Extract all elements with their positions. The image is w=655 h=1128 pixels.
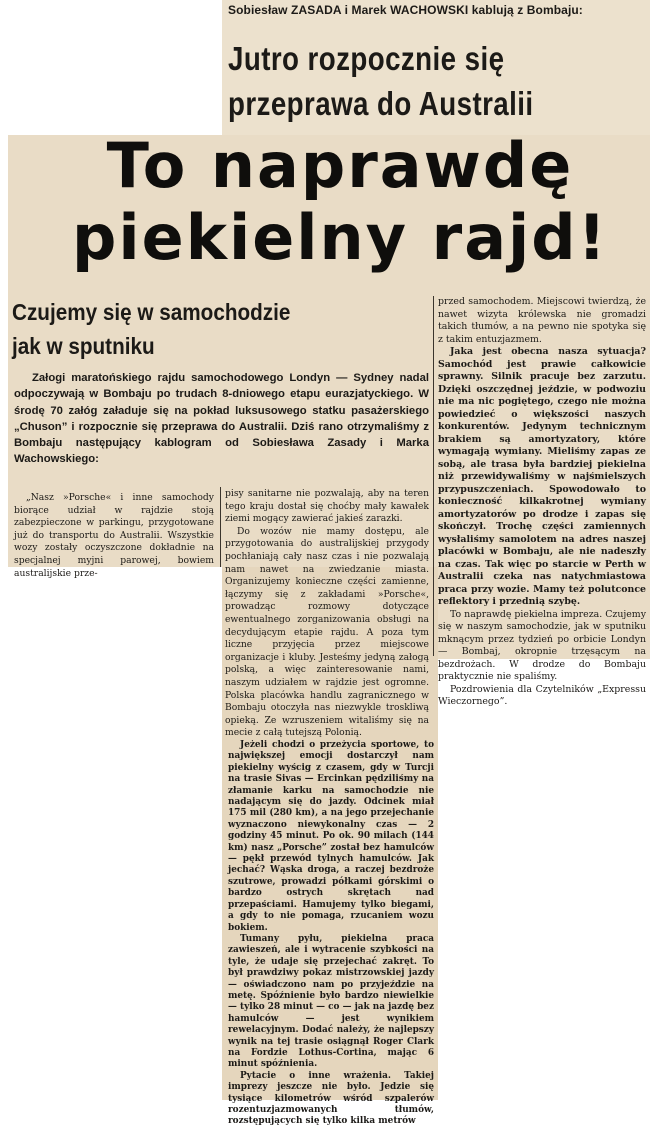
body-paragraph: pisy sanitarne nie pozwalają, aby na teren tego kraju dostał się choćby mały kawałek ziemi mogący zawierać jakieś zarazki.: [225, 488, 429, 525]
body-paragraph: Tumany pyłu, piekielna praca zawieszeń, ale i wytracenie szybkości na tyle, że udaje się przejechać zakręt. To był prawdziwy pokaz mistrzowskiej jazdy — oświadczono nam po przyjeździe na metę. Spóźnienie było bardzo niewielkie — tylko 28 minut — co — jak na jazdę bez hamulców — jest wynikiem rewelacyjnym. Dodać należy, że najlepszy wynik na tej trasie osiągnął Roger Clark na Fordzie Lothus-Cortina, mając 6 minut spóźnienia.: [228, 933, 434, 1070]
article-column-4: [438, 296, 646, 709]
headline-line-1: To naprawdę: [106, 129, 574, 202]
article-column-3: [228, 740, 434, 1128]
body-paragraph: Do wozów nie mamy dostępu, ale przygotowania do australijskiej przygody pochłaniają cały nasz czas i nie pozwalają nam nawet na zwiedzanie miasta. Organizujemy konieczne części zamienne, łączymy się z zakładami »Porsche«, prowadząc rozmowy dotyczące ewentualnego zorganizowania obsługi na decydującym etapie rajdu. A poza tym liczne przyjęcia przez miejscowe organizacje i kluby. Jesteśmy jedyną załogą polską, a więc zainteresowanie nami, naszym udziałem w rajdzie jest ogromne. Polska placówka handlu zagranicznego w Bombaju otoczyła nas niezwykle troskliwą opieką. Ze wzruszeniem witaliśmy się na mecie z całą tutejszą Polonią.: [225, 525, 429, 739]
kicker-line-1: Jutro rozpocznie się: [228, 40, 505, 77]
subhead-line-1: Czujemy się w samochodzie: [12, 299, 291, 325]
article-column-2: [225, 488, 429, 740]
body-paragraph: Pozdrowienia dla Czytelników „Expressu Wieczornego”.: [438, 683, 646, 707]
body-paragraph: Jaka jest obecna nasza sytuacja? Samochód jest prawie całkowicie sprawny. Silnik pracuje bez zarzutu. Dzięki oszczędnej jeździe, w podwoziu nie ma nic pogiętego, czego nie można powiedzieć o większości naszych konkurentów. Jedynym technicznym brakiem są amortyzatory, które wymagają wymiany. Mieliśmy zapas ze sobą, ale trasa była bardziej piekielna niż przewidywaliśmy w najśmielszych przypuszczeniach. Spowodowało to konieczność kilkakrotnej wymiany amortyzatorów po drodze i zapas się skończył. Trochę części zamiennych wysłaliśmy samolotem na adres naszej placówki w Bombaju, ale nie nadeszły na czas. Tak więc po starcie w Perth w Australii czeka nas natychmiastowa praca przy wozie. Mamy też polutconce reflektory i przednią szybę.: [438, 346, 646, 607]
main-headline: [40, 130, 640, 274]
lead-paragraph: Załogi maratońskiego rajdu samochodowego Londyn — Sydney nadal odpoczywają w Bombaju po trudach 8-dniowego etapu eurazjatyckiego. W środę 70 załóg załaduje się na pokład luksusowego statku pasażerskiego „Chuson” i rozpocznie się przeprawa do Australii. Dziś rano otrzymaliśmy z Bombaju następujący kablogram od Sobiesława Zasady i Marka Wachowskiego:: [14, 372, 429, 466]
headline-line-2: piekielny rajd!: [72, 201, 608, 274]
column-divider: [433, 296, 434, 656]
kicker-headline: [228, 36, 581, 126]
body-paragraph: To naprawdę piekielna impreza. Czujemy się w naszym samochodzie, jak w sputniku mknącym przez tydzień po orbicie Londyn — Bombaj, okropnie trzęsącym na bezdrożach. W drodze do Bombaju praktycznie nie spaliśmy.: [438, 608, 646, 682]
byline: Sobiesław ZASADA i Marek WACHOWSKI kablują z Bombaju:: [228, 3, 583, 17]
kicker-line-2: przeprawa do Australii: [228, 85, 534, 122]
body-paragraph: przed samochodem. Miejscowi twierdzą, że nawet wizyta królewska nie gromadzi takich tłumów, a na pewno nie spotyka się z takim entuzjazmem.: [438, 296, 646, 345]
body-paragraph: Jeżeli chodzi o przeżycia sportowe, to największej emocji dostarczył nam piekielny wyścig z czasem, gdy w Turcji na trasie Sivas — Ercinkan pędziliśmy na złamanie karku na samochodzie nie nadającym się do jazdy. Odcinek miał 175 mil (280 km), a na jego przejechanie wyznaczono niewykonalny czas — 2 godziny 45 minut. Po ok. 90 milach (144 km) nasz „Porsche” został bez hamulców — pękł przewód tylnych hamulców. Jak jechać? Wąska droga, a raczej bezdroże szutrowe, prowadzi półkami górskimi o bardzo ostrych skrętach nad przepaściami. Hamujemy tylko biegami, a gdy to nie pomaga, rzucaniem wozu bokiem.: [228, 740, 434, 933]
column-divider: [220, 487, 221, 567]
body-paragraph: „Nasz »Porsche« i inne samochody biorące udział w rajdzie stoją zabezpieczone w parkingu, przygotowane już do transportu do Australii. Wszystkie wozy zostały oczyszczone dokładnie na specjalnej myjni parowej, bowiem australijskie prze-: [14, 492, 214, 579]
body-paragraph: Pytacie o inne wrażenia. Takiej imprezy jeszcze nie było. Jedzie się tysiące kilometrów wśród szpalerów rozentuzjazmowanych tłumów, rozstępujących się tylko kilka metrów: [228, 1070, 434, 1127]
subhead-line-2: jak w sputniku: [12, 333, 155, 359]
subheadline: [12, 295, 390, 363]
article-column-1: [14, 492, 214, 580]
